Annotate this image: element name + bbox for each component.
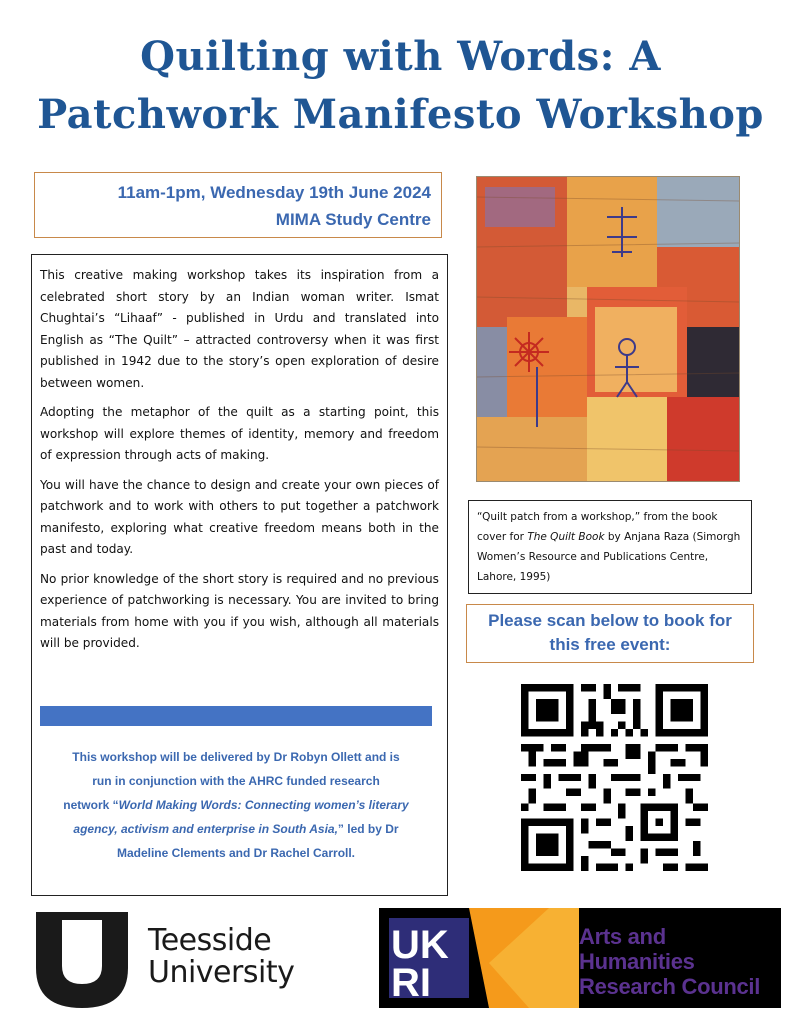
credit-line-5: Madeline Clements and Dr Rachel Carroll. <box>116 846 356 860</box>
page-title <box>0 28 801 144</box>
teesside-word: Teesside <box>148 923 272 958</box>
ahrc-line-1: Arts and <box>579 924 666 949</box>
description-paragraph-3: You will have the chance to design and create your own pieces of patchwork and to work with others to put together a patchwork manifesto, exploring what creative freedom means both in the past and today. <box>40 477 439 556</box>
ahrc-wordmark <box>579 924 760 999</box>
booking-line-2: this free event: <box>549 635 671 654</box>
booking-prompt <box>466 604 754 663</box>
event-venue: MIMA Study Centre <box>275 210 431 229</box>
booking-line-1: Please scan below to book for <box>488 611 732 630</box>
ukri-ahrc-logo <box>379 908 781 1008</box>
ukri-uk-text: UK <box>391 923 449 967</box>
credit-line-3a: network “ <box>63 798 119 812</box>
credit-line-3 <box>40 793 432 817</box>
credit-line-4b: ” led by Dr <box>337 822 399 836</box>
ahrc-line-2: Humanities <box>579 949 695 974</box>
event-details-box <box>34 172 442 238</box>
ukri-ri-text: RI <box>391 961 431 1005</box>
description-paragraph-1: This creative making workshop takes its inspiration from a celebrated short story by an Indian woman writer. Ismat Chughtai’s “Lihaaf” - published in Urdu and translated into English as “The Quilt” – attracted controversy when it was first published in 1942 due to the story’s open exploration of desire between women. <box>40 268 439 390</box>
event-datetime: 11am-1pm, Wednesday 19th June 2024 <box>117 183 431 202</box>
image-caption <box>468 500 752 594</box>
ahrc-line-3: Research Council <box>579 974 761 999</box>
caption-text-1: “Quilt patch from a workshop,” from the book cover for <box>477 511 718 543</box>
description-box <box>31 254 448 896</box>
booking-qr-code[interactable] <box>521 684 708 871</box>
quilt-patch-artwork <box>477 177 740 482</box>
description-paragraph-4: No prior knowledge of the short story is required and no previous experience of patchworking is necessary. You are invited to bring materials from home with you if you wish, although all materials will be provided. <box>40 571 439 650</box>
network-name-part-1: World Making Words: Connecting women’s literary <box>118 798 409 812</box>
title-line-1: Quilting with Words: A <box>140 33 661 80</box>
ukri-logo-icon <box>379 908 579 1008</box>
quilt-patch-image <box>476 176 740 482</box>
teesside-university-logo-icon <box>36 912 128 1008</box>
caption-text-2: by Anjana Raza (Simorgh Women’s Resource and Publications Centre, Lahore, 1995) <box>477 531 741 583</box>
credit-line-1: This workshop will be delivered by Dr Robyn Ollett and is <box>72 750 400 764</box>
network-name-part-2: agency, activism and enterprise in South Asia, <box>73 822 338 836</box>
credit-line-2: run in conjunction with the AHRC funded research <box>92 774 380 788</box>
university-word: University <box>148 955 295 990</box>
divider-bar <box>40 706 432 726</box>
description-paragraph-2: Adopting the metaphor of the quilt as a starting point, this workshop will explore themes of identity, memory and freedom of expression through acts of making. <box>40 405 439 462</box>
credit-note <box>40 745 432 865</box>
title-line-2: Patchwork Manifesto Workshop <box>37 91 764 138</box>
teesside-university-wordmark <box>148 925 294 989</box>
caption-book-title: The Quilt Book <box>527 531 605 543</box>
credit-line-4 <box>40 817 432 841</box>
